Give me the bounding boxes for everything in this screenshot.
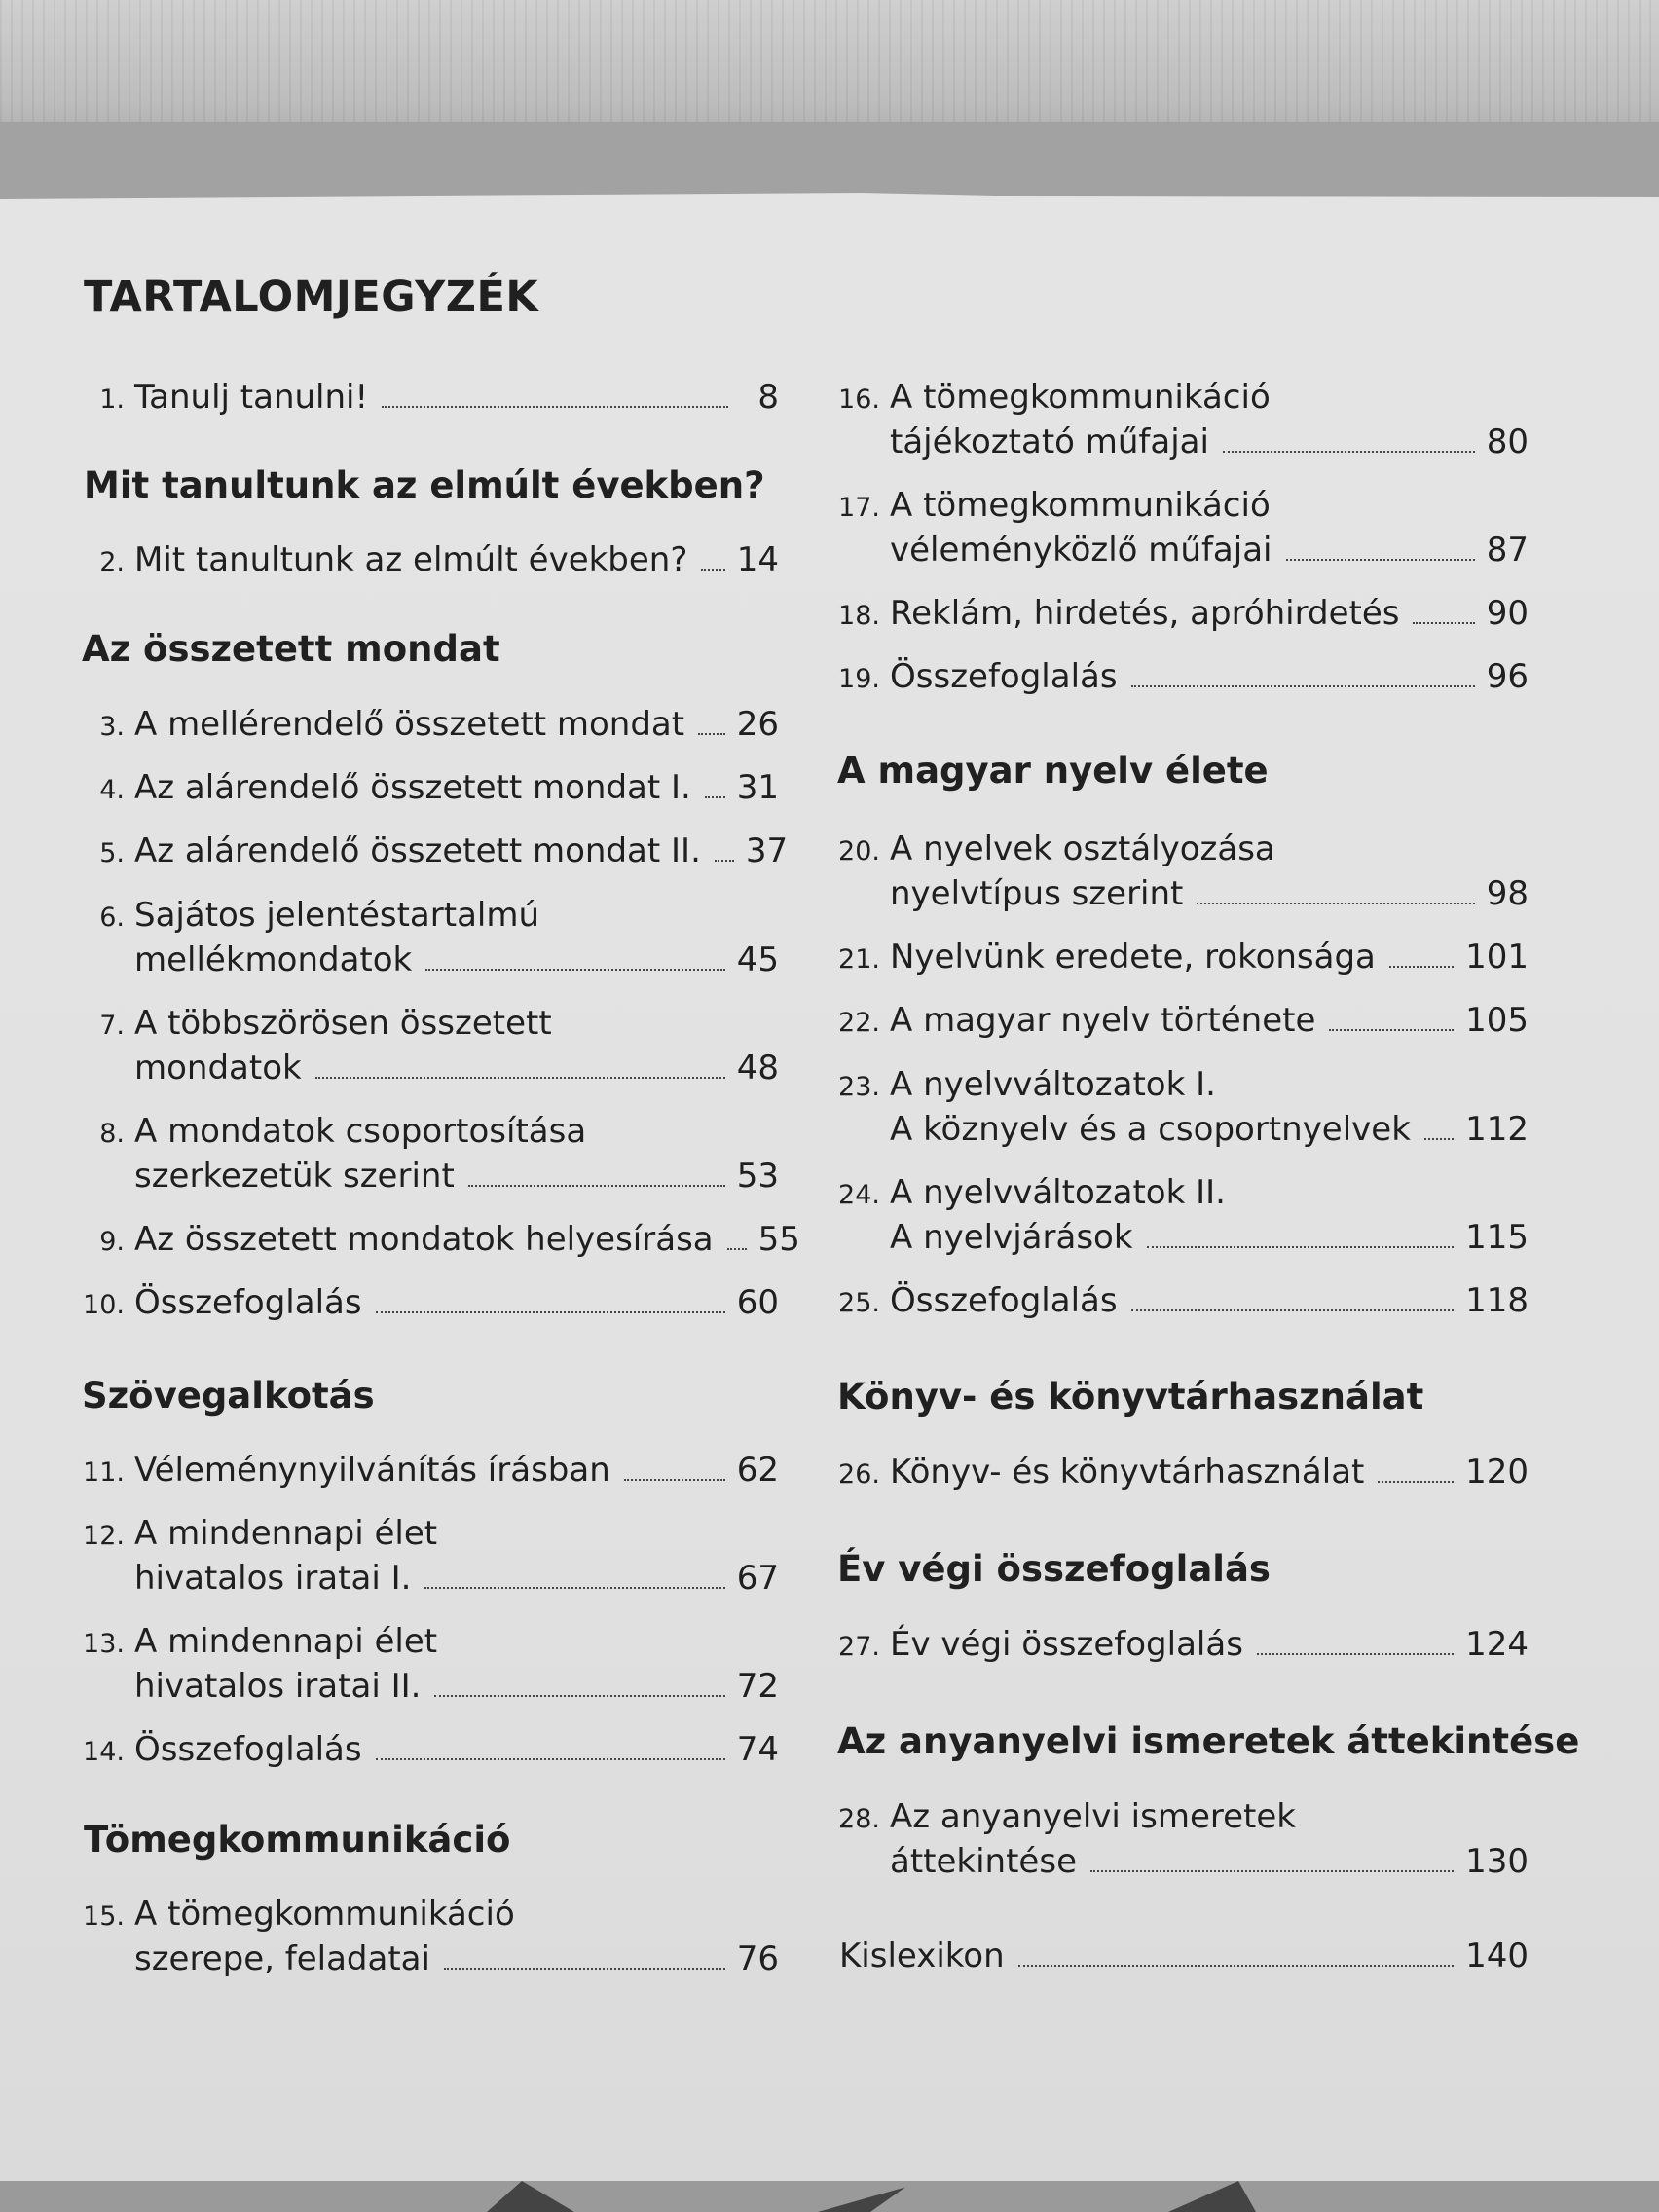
entry-title: Összefoglalás xyxy=(890,657,1118,696)
entry-page: 90 xyxy=(1486,594,1529,633)
entry-number: 1. xyxy=(99,385,125,415)
entry-number: 13. xyxy=(83,1629,125,1659)
entry-title: A többszörösen összetett xyxy=(134,1004,552,1043)
entry-page: 62 xyxy=(736,1451,779,1490)
section-heading: Év végi összefoglalás xyxy=(837,1548,1271,1590)
entry-page: 101 xyxy=(1465,938,1529,977)
leader-dots xyxy=(382,406,728,408)
page-title: TARTALOMJEGYZÉK xyxy=(84,273,539,321)
leader-dots xyxy=(444,1968,725,1970)
entry-page: 76 xyxy=(736,1939,779,1978)
entry-title: A nyelvek osztályozása xyxy=(890,830,1275,868)
entry-title: A magyar nyelv története xyxy=(890,1001,1316,1040)
entry-title: Összefoglalás xyxy=(134,1730,362,1769)
section-heading: A magyar nyelv élete xyxy=(837,750,1269,792)
toc-entry[interactable] xyxy=(74,1511,779,1601)
toc-entry[interactable] xyxy=(74,1448,779,1493)
entry-title-cont: nyelvtípus szerint xyxy=(890,874,1184,913)
section-heading: Tömegkommunikáció xyxy=(84,1819,511,1861)
entry-title: Összefoglalás xyxy=(890,1281,1118,1320)
entry-title-cont: tájékoztató műfajai xyxy=(890,423,1209,461)
entry-title: Összefoglalás xyxy=(134,1283,362,1322)
toc-entry[interactable] xyxy=(830,1794,1529,1884)
entry-number: 8. xyxy=(99,1119,125,1149)
entry-page: 60 xyxy=(736,1283,779,1322)
entry-title: Véleménynyilvánítás írásban xyxy=(134,1451,610,1490)
entry-title-cont: áttekintése xyxy=(890,1842,1077,1881)
toc-entry[interactable] xyxy=(830,1278,1529,1323)
entry-title: Tanulj tanulni! xyxy=(134,378,369,417)
leader-dots xyxy=(1329,1029,1454,1031)
entry-number: 9. xyxy=(99,1227,125,1257)
toc-entry[interactable] xyxy=(830,1622,1529,1667)
leader-dots xyxy=(1197,903,1474,904)
entry-number: 19. xyxy=(838,664,880,694)
entry-page: 105 xyxy=(1465,1001,1529,1040)
entry-title: A tömegkommunikáció xyxy=(890,378,1271,417)
leader-dots xyxy=(1147,1246,1455,1248)
leader-dots xyxy=(1424,1138,1454,1140)
entry-number: 22. xyxy=(838,1008,880,1038)
bottom-edge xyxy=(0,2181,1659,2212)
leader-dots xyxy=(376,1758,725,1760)
toc-entry[interactable] xyxy=(74,1280,779,1325)
section-heading: Könyv- és könyvtárhasználat xyxy=(837,1376,1424,1418)
toc-entry[interactable] xyxy=(830,375,1529,464)
entry-title-cont: mellékmondatok xyxy=(134,940,413,979)
entry-title-cont: hivatalos iratai I. xyxy=(134,1559,412,1598)
toc-entry[interactable] xyxy=(830,1450,1529,1494)
entry-title: Mit tanultunk az elmúlt években? xyxy=(134,540,688,579)
toc-entry[interactable] xyxy=(74,702,779,747)
entry-number: 24. xyxy=(838,1180,880,1210)
entry-page: 37 xyxy=(745,831,789,870)
entry-number: 4. xyxy=(99,775,125,805)
entry-number: 3. xyxy=(99,712,125,742)
entry-page: 45 xyxy=(736,940,779,979)
toc-entry[interactable] xyxy=(830,827,1529,916)
entry-title: Az összetett mondatok helyesírása xyxy=(134,1220,714,1259)
leader-dots xyxy=(705,796,725,798)
entry-page: 80 xyxy=(1486,423,1529,461)
decorative-shape xyxy=(818,2181,905,2212)
leader-dots xyxy=(698,733,725,735)
entry-title-cont: mondatok xyxy=(134,1049,302,1088)
leader-dots xyxy=(701,569,724,571)
toc-entry[interactable] xyxy=(830,998,1529,1043)
leader-dots xyxy=(1223,451,1475,453)
leader-dots xyxy=(624,1479,725,1481)
entry-title: Reklám, hirdetés, apróhirdetés xyxy=(890,594,1400,633)
entry-page: 124 xyxy=(1465,1625,1529,1664)
entry-title-cont: A nyelvjárások xyxy=(890,1218,1133,1257)
toc-entry[interactable] xyxy=(830,1170,1529,1260)
entry-number: 7. xyxy=(99,1011,125,1041)
section-heading: Az összetett mondat xyxy=(82,628,500,670)
toc-entry[interactable] xyxy=(74,1619,779,1709)
toc-entry[interactable] xyxy=(74,1109,779,1198)
entry-title-cont: A köznyelv és a csoportnyelvek xyxy=(890,1110,1411,1149)
entry-number: 26. xyxy=(838,1459,880,1490)
toc-entry[interactable] xyxy=(74,829,789,873)
section-heading: Mit tanultunk az elmúlt években? xyxy=(84,464,765,506)
entry-title: Sajátos jelentéstartalmú xyxy=(134,896,540,935)
entry-page: 120 xyxy=(1465,1453,1529,1492)
toc-entry[interactable] xyxy=(830,935,1529,979)
toc-entry[interactable] xyxy=(74,1217,800,1262)
entry-page: 112 xyxy=(1465,1110,1529,1149)
leader-dots xyxy=(1413,622,1474,624)
entry-title: A mindennapi élet xyxy=(134,1514,438,1553)
entry-title: A mellérendelő összetett mondat xyxy=(134,705,685,744)
section-heading: Szövegalkotás xyxy=(82,1375,375,1417)
entry-title: A nyelvváltozatok II. xyxy=(890,1173,1226,1212)
entry-title: A tömegkommunikáció xyxy=(134,1895,515,1934)
entry-title: Év végi összefoglalás xyxy=(890,1625,1243,1664)
entry-title: A mondatok csoportosítása xyxy=(134,1112,587,1151)
entry-title: A mindennapi élet xyxy=(134,1622,438,1661)
toc-entry[interactable] xyxy=(74,1001,779,1090)
entry-page: 26 xyxy=(736,705,779,744)
entry-number: 16. xyxy=(838,385,880,415)
entry-title: Az anyanyelvi ismeretek xyxy=(890,1797,1296,1836)
leader-dots xyxy=(1257,1653,1454,1655)
entry-title: A nyelvváltozatok I. xyxy=(890,1065,1216,1104)
entry-title: Nyelvünk eredete, rokonsága xyxy=(890,938,1376,977)
entry-number: 5. xyxy=(99,838,125,868)
leader-dots xyxy=(1389,966,1454,968)
toc-entry-kislexikon[interactable] xyxy=(839,1934,1529,1978)
leader-dots xyxy=(468,1185,725,1187)
leader-dots xyxy=(1018,1965,1454,1967)
entry-page: 96 xyxy=(1486,657,1529,696)
entry-number: 11. xyxy=(83,1457,125,1488)
entry-title: Az alárendelő összetett mondat I. xyxy=(134,768,691,807)
entry-number: 17. xyxy=(838,493,880,523)
entry-number: 6. xyxy=(99,903,125,933)
entry-number: 18. xyxy=(838,601,880,631)
toc-entry[interactable] xyxy=(830,654,1529,699)
leader-dots xyxy=(727,1248,747,1250)
entry-number: 21. xyxy=(838,944,880,975)
leader-dots xyxy=(1286,559,1475,561)
entry-page: 55 xyxy=(757,1220,800,1259)
entry-title: A tömegkommunikáció xyxy=(890,486,1271,525)
entry-page: 67 xyxy=(736,1559,779,1598)
leader-dots xyxy=(1378,1481,1454,1483)
entry-page: 130 xyxy=(1465,1842,1529,1881)
entry-title-cont: hivatalos iratai II. xyxy=(134,1667,422,1706)
entry-number: 14. xyxy=(83,1737,125,1767)
section-heading: Az anyanyelvi ismeretek áttekintése xyxy=(837,1720,1580,1762)
leader-dots xyxy=(1131,685,1475,687)
entry-title: Könyv- és könyvtárhasználat xyxy=(890,1453,1365,1492)
entry-page: 74 xyxy=(736,1730,779,1769)
entry-title-cont: szerkezetük szerint xyxy=(134,1157,455,1196)
entry-number: 10. xyxy=(83,1290,125,1320)
entry-page: 115 xyxy=(1465,1218,1529,1257)
entry-number: 2. xyxy=(99,547,125,577)
entry-page: 31 xyxy=(736,768,779,807)
entry-number: 27. xyxy=(838,1632,880,1662)
entry-title: Az alárendelő összetett mondat II. xyxy=(134,831,701,870)
entry-title-cont: szerepe, feladatai xyxy=(134,1939,430,1978)
toc-entry[interactable] xyxy=(74,765,779,810)
leader-dots xyxy=(1090,1870,1454,1872)
leader-dots xyxy=(376,1311,725,1313)
entry-page: 53 xyxy=(736,1157,779,1196)
entry-number: 15. xyxy=(83,1901,125,1932)
entry-number: 23. xyxy=(838,1072,880,1102)
entry-page: 14 xyxy=(736,540,779,579)
decorative-shape xyxy=(487,2181,574,2212)
entry-number: 25. xyxy=(838,1288,880,1318)
leader-dots xyxy=(715,860,734,862)
entry-page: 48 xyxy=(736,1049,779,1088)
leader-dots xyxy=(1131,1309,1455,1311)
leader-dots xyxy=(315,1077,725,1079)
entry-page: 87 xyxy=(1486,531,1529,570)
entry-page: 8 xyxy=(757,378,779,417)
entry-page: 140 xyxy=(1465,1936,1529,1975)
toc-entry[interactable] xyxy=(830,591,1529,636)
toc-entry[interactable] xyxy=(830,483,1529,572)
toc-entry[interactable] xyxy=(74,1727,779,1772)
entry-page: 98 xyxy=(1486,874,1529,913)
entry-number: 28. xyxy=(838,1804,880,1834)
toc-entry[interactable] xyxy=(74,537,779,582)
entry-title: Kislexikon xyxy=(839,1936,1005,1975)
leader-dots xyxy=(434,1695,724,1697)
toc-entry[interactable] xyxy=(74,893,779,982)
entry-title-cont: véleményközlő műfajai xyxy=(890,531,1272,570)
entry-number: 12. xyxy=(83,1521,125,1551)
toc-entry[interactable] xyxy=(74,1892,779,1981)
entry-number: 20. xyxy=(838,836,880,866)
leader-dots xyxy=(424,1587,724,1589)
toc-entry[interactable] xyxy=(74,375,779,420)
entry-page: 118 xyxy=(1465,1281,1529,1320)
leader-dots xyxy=(425,969,724,971)
decorative-shape xyxy=(1168,2181,1256,2212)
entry-page: 72 xyxy=(736,1667,779,1706)
toc-entry[interactable] xyxy=(830,1062,1529,1152)
